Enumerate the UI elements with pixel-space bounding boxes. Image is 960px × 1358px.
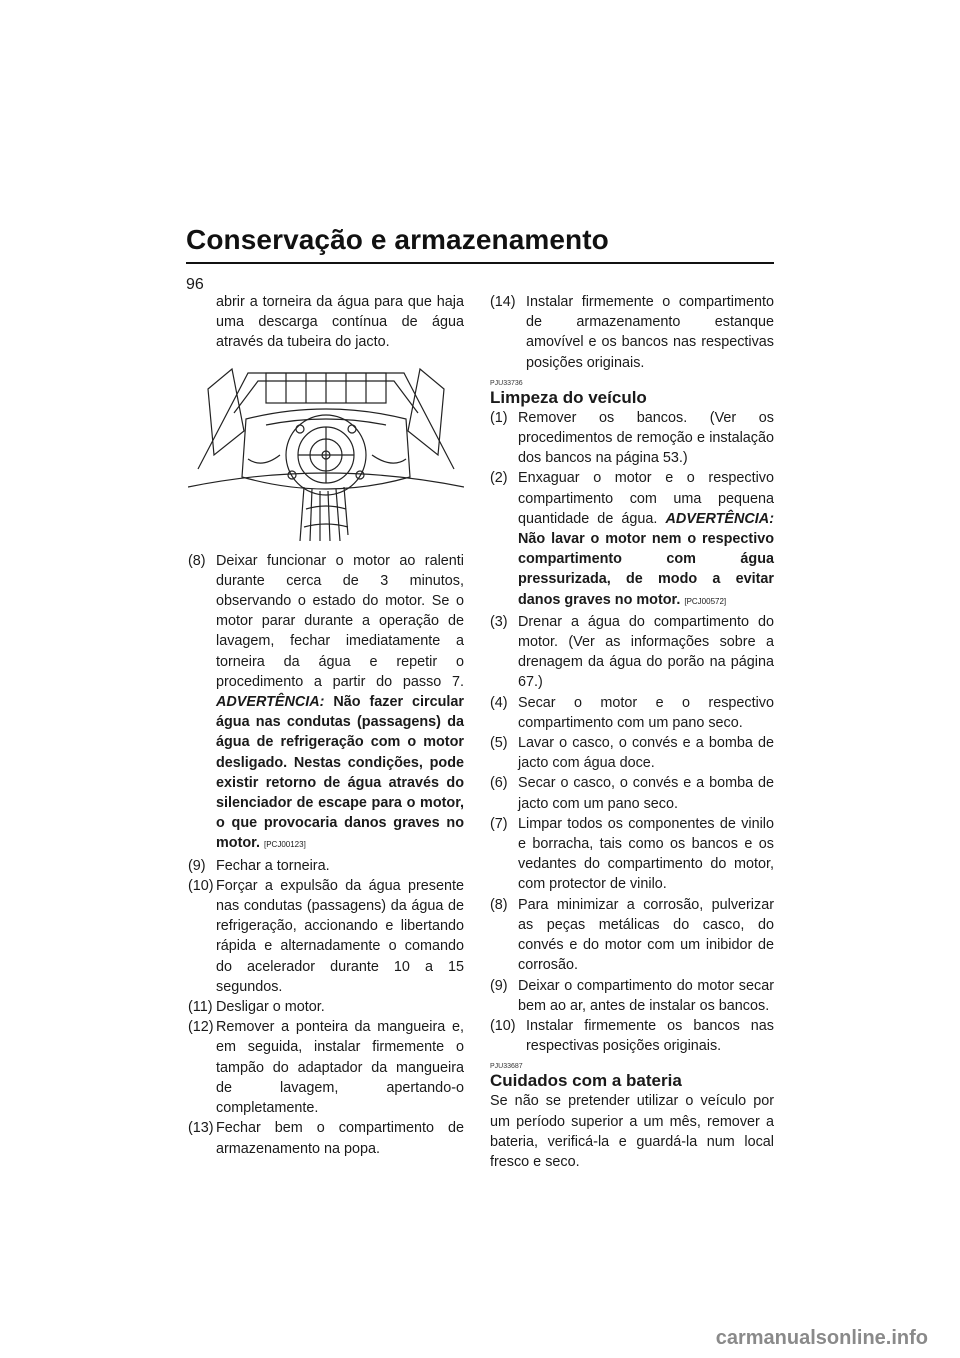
step-number: (13) — [188, 1120, 214, 1137]
warning-label: ADVERTÊNCIA: — [216, 694, 325, 711]
left-column — [188, 292, 464, 1159]
cleaning-step-6 — [490, 773, 774, 813]
section-code: PJU33687 — [490, 1063, 523, 1071]
step-10 — [188, 876, 464, 997]
right-column — [490, 292, 774, 1172]
cleaning-step-2 — [490, 468, 774, 611]
step-9 — [188, 856, 464, 876]
step-14 — [490, 292, 774, 373]
step-text: Fechar a torneira. — [216, 857, 330, 874]
step-number: (14) — [490, 294, 516, 310]
warning-text: Não fazer circular água nas condutas (passagens) da água de refrigeração com o motor desligado. Nestas condições, pode existir retorno de água através do silenciador de escape para o motor, o que provocaria danos graves no motor. — [216, 694, 465, 852]
step-number: (10) — [188, 877, 214, 894]
reference-code: [PCJ00572] — [684, 596, 727, 606]
cleaning-step-1 — [490, 408, 774, 469]
step-13 — [188, 1118, 464, 1158]
warning-text: Não lavar o motor nem o respectivo compartimento com água pressurizada, de modo a evitar danos graves no motor. — [518, 531, 774, 608]
step-text: Drenar a água do compartimento do motor. (Ver as informações sobre a drenagem da água do porão na página 67.) — [518, 613, 774, 691]
step-12 — [188, 1017, 464, 1118]
cleaning-step-3 — [490, 612, 774, 693]
step-text: Deixar funcionar o motor ao ralenti durante cerca de 3 minutos, observando o estado do motor. Se o motor parar durante a operação de lavagem, fechar imediatamente a torneira da água e repetir o procedimento a partir do passo 7. — [216, 552, 464, 690]
step-text: Lavar o casco, o convés e a bomba de jacto com água doce. — [518, 735, 774, 772]
step-text: Remover os bancos. (Ver os procedimentos de remoção e instalação dos bancos na página 53.) — [518, 409, 774, 467]
step-text: Deixar o compartimento do motor secar bem ao ar, antes de instalar os bancos. — [518, 977, 774, 1014]
intro-paragraph: abrir a torneira da água para que haja uma descarga contínua de água através da tubeira do jacto. — [216, 294, 464, 351]
section-heading-battery-care: Cuidados com a bateria — [490, 1071, 682, 1091]
step-number: (8) — [188, 552, 206, 569]
step-text: Secar o motor e o respectivo compartimento com um pano seco. — [518, 694, 774, 731]
step-number: (8) — [490, 896, 508, 913]
step-text: Desligar o motor. — [216, 999, 325, 1016]
step-number: (4) — [490, 694, 508, 711]
cleaning-step-7 — [490, 814, 774, 895]
step-8 — [188, 551, 464, 856]
cleaning-step-5 — [490, 733, 774, 773]
reference-code: [PCJ00123] — [263, 840, 306, 850]
step-text: Fechar bem o compartimento de armazenamento na popa. — [216, 1120, 464, 1157]
step-number: (3) — [490, 613, 508, 630]
step-number: (6) — [490, 775, 508, 792]
step-text: Instalar firmemente o compartimento de armazenamento estanque amovível e os bancos nas respectivas posições originais. — [526, 294, 774, 371]
step-text: Forçar a expulsão da água presente nas condutas (passagens) da água de refrigeração, accionando e libertando rápida e alternadamente o comando do acelerador durante 10 a 15 segundos. — [216, 877, 464, 995]
step-11 — [188, 997, 464, 1017]
page-title: Conservação e armazenamento — [186, 224, 609, 255]
step-text: Limpar todos os componentes de vinilo e borracha, tais como os bancos e os vedantes do compartimento do motor, com protector de vinilo. — [518, 815, 774, 893]
battery-care-paragraph: Se não se pretender utilizar o veículo por um período superior a um mês, remover a bateria, verificá-la e guardá-la num local fresco e seco. — [490, 1093, 774, 1170]
step-text: Para minimizar a corrosão, pulverizar as peças metálicas do casco, do convés e do motor com um inibidor de corrosão. — [518, 896, 774, 974]
page-number: 96 — [186, 276, 204, 293]
step-number: (5) — [490, 735, 508, 752]
step-text: Enxaguar o motor e o respectivo compartimento com uma pequena quantidade de água. — [518, 470, 774, 527]
step-number: (9) — [490, 977, 508, 994]
step-number: (11) — [188, 999, 213, 1016]
step-number: (10) — [490, 1017, 516, 1034]
cleaning-step-9 — [490, 976, 774, 1016]
jet-nozzle-water-discharge-illustration — [188, 359, 464, 541]
step-number: (2) — [490, 470, 508, 487]
cleaning-step-10 — [490, 1016, 774, 1056]
step-text: Instalar firmemente os bancos nas respectivas posições originais. — [526, 1017, 774, 1055]
step-number: (7) — [490, 815, 508, 832]
step-number: (1) — [490, 409, 508, 426]
title-rule — [186, 262, 774, 264]
section-code: PJU33736 — [490, 379, 523, 387]
cleaning-step-8 — [490, 895, 774, 976]
cleaning-step-4 — [490, 693, 774, 733]
step-number: (9) — [188, 857, 206, 874]
section-heading-vehicle-cleaning: Limpeza do veículo — [490, 387, 647, 407]
step-text: Secar o casco, o convés e a bomba de jacto com um pano seco. — [518, 775, 774, 812]
watermark: carmanualsonline.info — [715, 1327, 928, 1349]
warning-label: ADVERTÊNCIA: — [665, 510, 774, 527]
step-text: Remover a ponteira da mangueira e, em seguida, instalar firmemente o tampão do adaptador da mangueira de lavagem, apertando-o completamente. — [216, 1019, 464, 1117]
step-number: (12) — [188, 1019, 214, 1036]
